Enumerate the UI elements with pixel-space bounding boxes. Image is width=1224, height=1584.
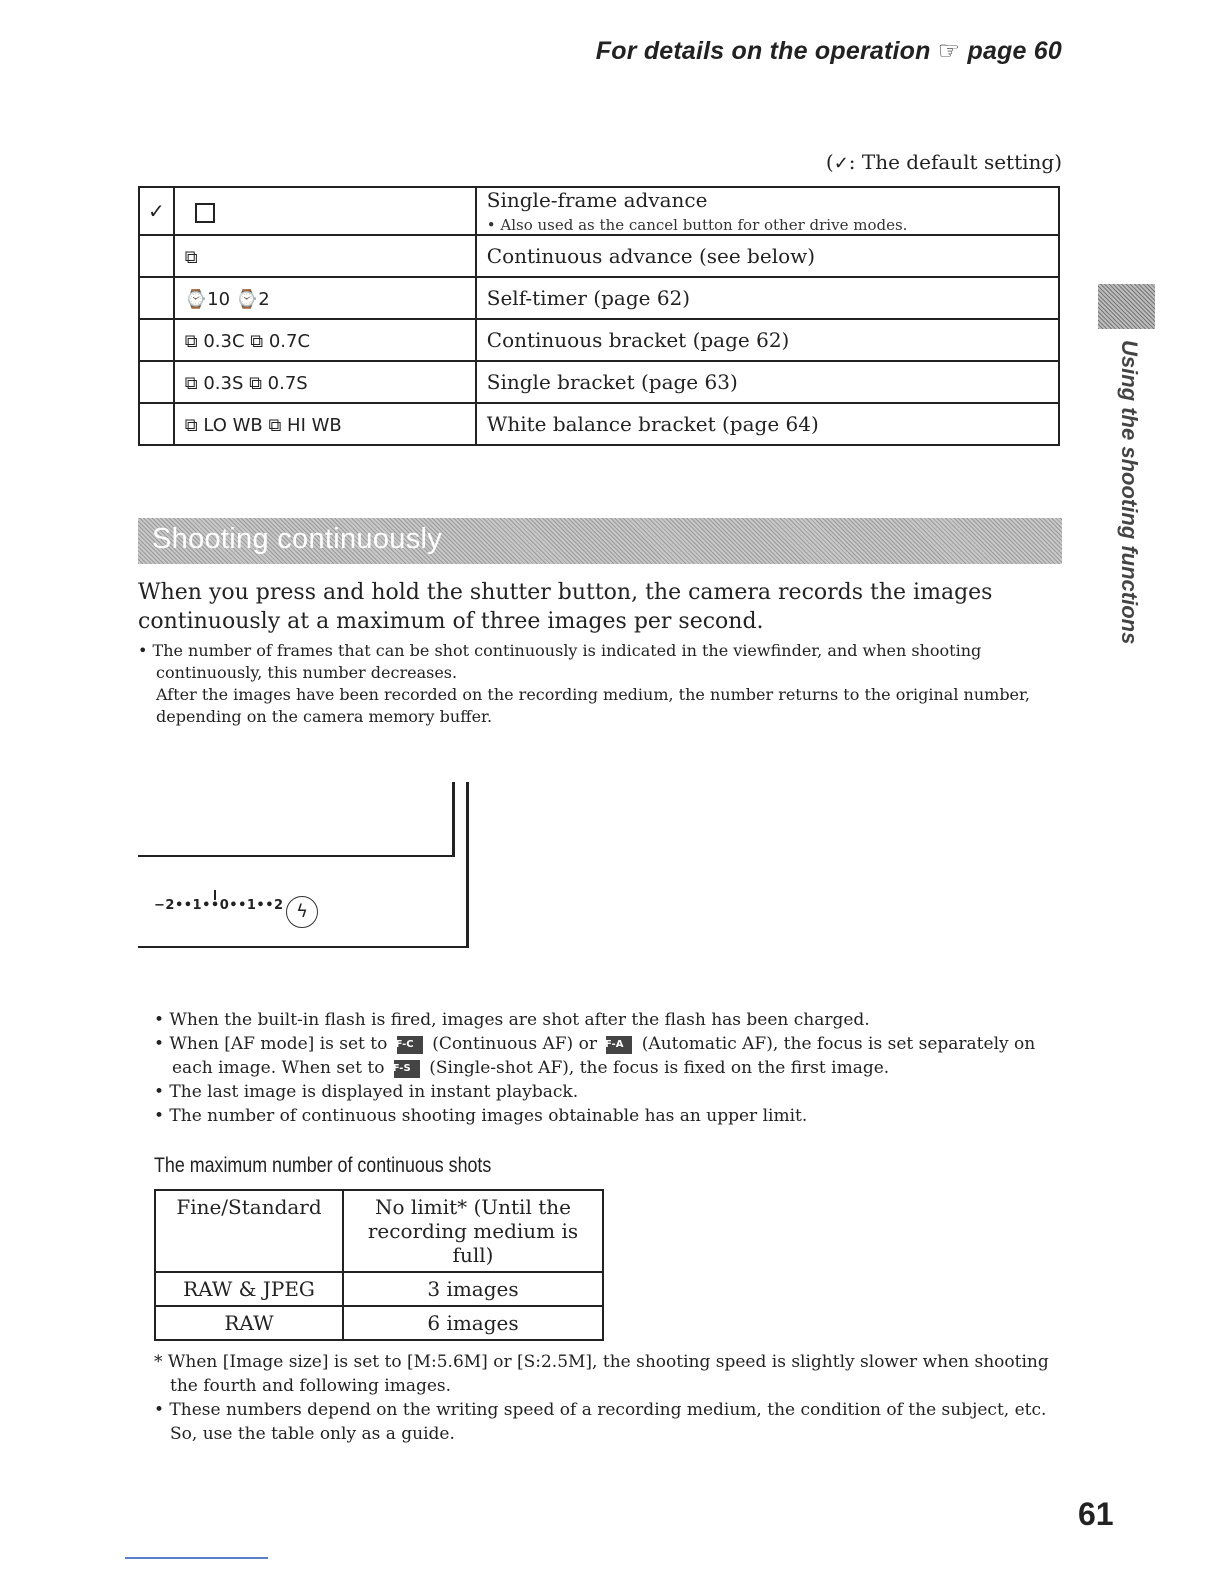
list-item: • The last image is displayed in instant playback. bbox=[154, 1082, 579, 1102]
side-tab-text: Using the shooting functions bbox=[1117, 340, 1142, 645]
list-item: • The number of frames that can be shot continuously is indicated in the viewfinder, and when shooting continuously, this number decreases. bbox=[138, 641, 982, 682]
check-cell bbox=[139, 403, 174, 445]
exposure-scale: −2••1••0••1••2 bbox=[154, 898, 284, 913]
table-row bbox=[139, 277, 1059, 319]
af-s-icon: AF-S bbox=[394, 1060, 420, 1078]
viewfinder-frame bbox=[138, 946, 469, 948]
check-icon: ✓ bbox=[139, 187, 174, 235]
section-heading-bar bbox=[138, 518, 1062, 564]
continuous-bracket-icon: ⧉ 0.3C ⧉ 0.7C bbox=[174, 319, 476, 361]
table-row bbox=[139, 187, 1059, 235]
row-note: • Also used as the cancel button for other drive modes. bbox=[486, 216, 908, 234]
side-tab-label bbox=[1116, 340, 1142, 645]
table-row bbox=[155, 1272, 603, 1306]
check-icon: ✓ bbox=[833, 153, 849, 174]
row-label: Single bracket (page 63) bbox=[476, 361, 1059, 403]
self-timer-icon: ⌚10 ⌚2 bbox=[174, 277, 476, 319]
max-shots-table bbox=[154, 1189, 604, 1341]
bottom-rule bbox=[125, 1557, 268, 1559]
page-header: For details on the operation ☞ page 60 bbox=[595, 37, 1062, 65]
row-label: Continuous advance (see below) bbox=[476, 235, 1059, 277]
single-bracket-icon: ⧉ 0.3S ⧉ 0.7S bbox=[174, 361, 476, 403]
mode-cell: RAW & JPEG bbox=[155, 1272, 343, 1306]
check-cell bbox=[139, 235, 174, 277]
note-list bbox=[138, 640, 1058, 728]
paren: ( bbox=[825, 150, 834, 174]
table-row bbox=[139, 319, 1059, 361]
check-cell bbox=[139, 277, 174, 319]
mode-cell: Fine/Standard bbox=[155, 1190, 343, 1272]
list-item: • When [AF mode] is set to AF-C (Continuous AF) or AF-A (Automatic AF), the focus is set separately on each image. When set to AF-S (Single-shot AF), the focus is fixed on the first image. bbox=[154, 1034, 1036, 1078]
single-frame-icon bbox=[174, 187, 476, 235]
flash-icon: ϟ bbox=[286, 896, 318, 928]
viewfinder-frame bbox=[138, 855, 455, 857]
table-row bbox=[155, 1190, 603, 1272]
row-label: Continuous bracket (page 62) bbox=[476, 319, 1059, 361]
af-c-icon: AF-C bbox=[397, 1036, 423, 1054]
mode-cell: RAW bbox=[155, 1306, 343, 1340]
viewfinder-frame bbox=[466, 782, 469, 948]
continuous-icon: ⧉ bbox=[174, 235, 476, 277]
wb-bracket-icon: ⧉ LO WB ⧉ HI WB bbox=[174, 403, 476, 445]
page-number: 61 bbox=[1078, 1496, 1114, 1532]
viewfinder-frame bbox=[452, 782, 455, 857]
table-row bbox=[155, 1306, 603, 1340]
list-item: • When the built-in flash is fired, images are shot after the flash has been charged. bbox=[154, 1010, 870, 1030]
footnote: • These numbers depend on the writing speed of a recording medium, the condition of the subject, etc. So, use the table only as a guide. bbox=[154, 1400, 1047, 1444]
value-cell: No limit* (Until the recording medium is full) bbox=[343, 1190, 603, 1272]
table-row bbox=[139, 235, 1059, 277]
footnote: * When [Image size] is set to [M:5.6M] or [S:2.5M], the shooting speed is slightly slower when shooting the fourth and following images. bbox=[154, 1352, 1049, 1396]
check-cell bbox=[139, 361, 174, 403]
max-shots-heading: The maximum number of continuous shots bbox=[154, 1154, 492, 1177]
side-tab-marker bbox=[1098, 284, 1155, 329]
value-cell: 3 images bbox=[343, 1272, 603, 1306]
note-list bbox=[154, 1008, 1054, 1128]
list-item: • The number of continuous shooting images obtainable has an upper limit. bbox=[154, 1106, 808, 1126]
table-row bbox=[139, 361, 1059, 403]
value-cell: 6 images bbox=[343, 1306, 603, 1340]
check-cell bbox=[139, 319, 174, 361]
row-label: Self-timer (page 62) bbox=[476, 277, 1059, 319]
drive-mode-table bbox=[138, 186, 1060, 446]
row-label: White balance bracket (page 64) bbox=[476, 403, 1059, 445]
row-label-text: Single-frame advance bbox=[486, 188, 708, 212]
table-row bbox=[139, 403, 1059, 445]
section-title: Shooting continuously bbox=[152, 523, 443, 555]
row-label bbox=[476, 187, 1059, 235]
intro-paragraph: When you press and hold the shutter button, the camera records the images continuously at a maximum of three images per second. bbox=[138, 580, 993, 634]
default-note-text: : The default setting) bbox=[848, 150, 1062, 174]
footnotes bbox=[154, 1350, 1054, 1446]
af-a-icon: AF-A bbox=[606, 1036, 632, 1054]
list-item: After the images have been recorded on the recording medium, the number returns to the original number, depending on the camera memory buffer. bbox=[156, 685, 1030, 726]
default-setting-note bbox=[826, 150, 1062, 174]
